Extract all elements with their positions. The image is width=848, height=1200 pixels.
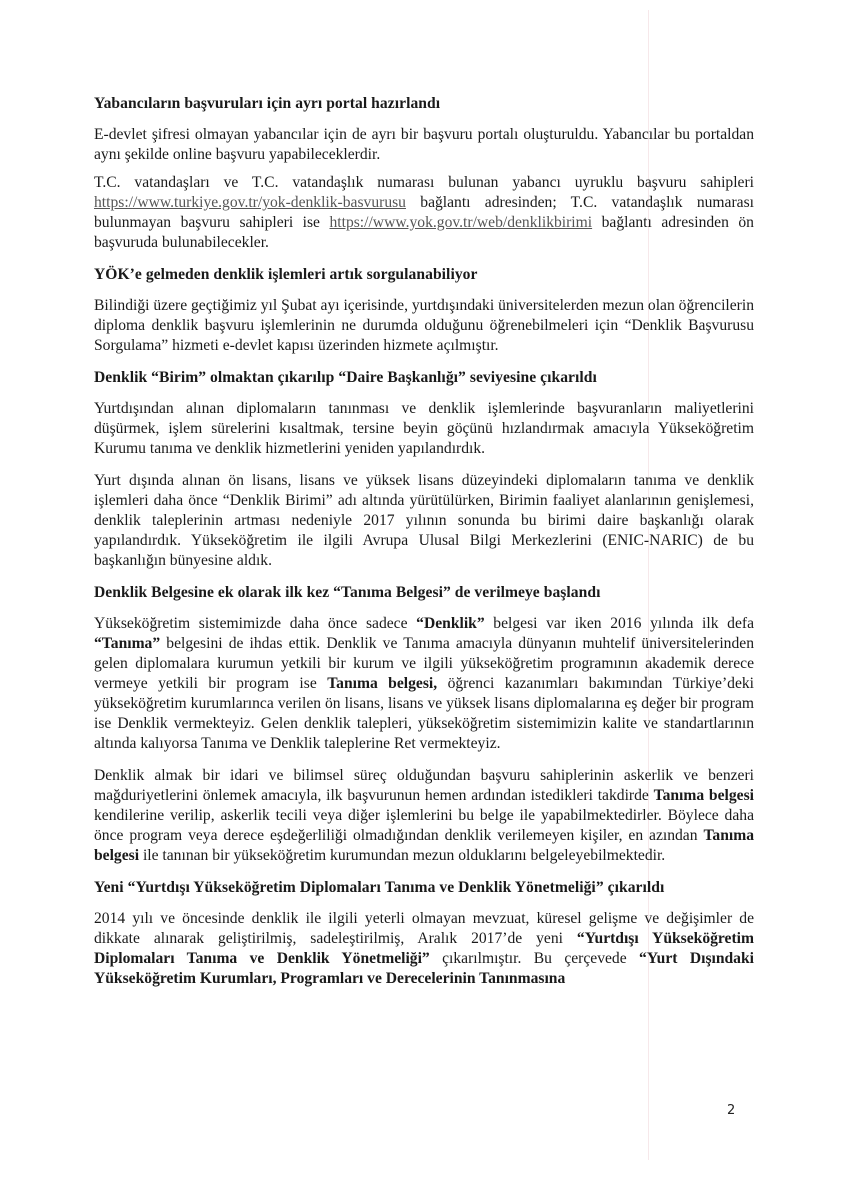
- section-heading-query: YÖK’e gelmeden denklik işlemleri artık sorgulanabiliyor: [94, 266, 478, 283]
- section-heading-recognition-certificate: Denklik Belgesine ek olarak ilk kez “Tanıma Belgesi” de verilmeye başlandı: [94, 584, 601, 601]
- text-span: çıkarılmıştır. Bu çerçevede: [429, 950, 640, 967]
- text-span: 2014 yılı ve öncesinde denklik ile ilgili yeterli olmayan mevzuat, küresel gelişme ve değişimler de dikkate alınarak geliştirilmiş, sadeleştirilmiş, Aralık 2017’de yeni: [94, 910, 754, 947]
- text-span: öğrenci kazanımları bakımından Türkiye’deki yükseköğretim kurumlarınca verilen ön lisans, lisans ve yüksek lisans diplomalarına eş değer bir program ise Denklik vermekteyiz. Gelen denklik talepleri, yükseköğretim sistemimizin kalite ve standartlarının altında kalıyorsa Tanıma ve Denklik taleplerine Ret vermekteyiz.: [94, 675, 754, 752]
- bold-text: Tanıma belgesi,: [327, 675, 438, 692]
- paragraph: Yurtdışından alınan diplomaların tanınması ve denklik işlemlerinde başvuranların maliyetlerini düşürmek, işlem sürelerini kısaltmak, tersine beyin göçünü hızlandırmak amacıyla Yükseköğretim Kurumu tanıma ve denklik hizmetlerini yeniden yapılandırdık.: [94, 400, 754, 457]
- turkiye-gov-link[interactable]: https://www.turkiye.gov.tr/yok-denklik-basvurusu: [94, 194, 406, 211]
- bold-text: “Tanıma”: [94, 635, 161, 652]
- yok-gov-link[interactable]: https://www.yok.gov.tr/web/denklikbirimi: [329, 214, 593, 231]
- paragraph-links: [94, 173, 754, 253]
- text-span: belgesini de ihdas ettik. Denklik ve Tanıma amacıyla dünyanın muhtelif üniversitelerinden gelen diplomalara kurumun yetkili bir kurum ve ilgili yükseköğretim programının akademik derece vermeye yetkili bir program ise: [94, 635, 754, 692]
- paragraph: [94, 614, 754, 754]
- paragraph: Bilindiği üzere geçtiğimiz yıl Şubat ayı içerisinde, yurtdışındaki üniversitelerden mezun olan öğrencilerin diploma denklik başvuru işlemlerinin ne durumda olduğunu öğrenebilmeleri için “Denklik Başvurusu Sorgulama” hizmeti e-devlet kapısı üzerinden hizmete açılmıştır.: [94, 297, 754, 354]
- bold-text: “Denklik”: [416, 615, 485, 632]
- section-heading-foreign-portal: Yabancıların başvuruları için ayrı portal hazırlandı: [94, 95, 441, 112]
- paragraph: Yurt dışında alınan ön lisans, lisans ve yüksek lisans düzeyindeki diplomaların tanıma ve denklik işlemleri daha önce “Denklik Birimi” adı altında yürütülürken, Birimin faaliyet alanlarının genişlemesi, denklik taleplerinin artması nedeniyle 2017 yılının sonunda bu birimi daire başkanlığı olarak yapılandırdık. Yükseköğretim ile ilgili Avrupa Ulusal Bilgi Merkezlerini (ENIC-NARIC) de bu başkanlığın bünyesine aldık.: [94, 472, 754, 569]
- text-span: ile tanınan bir yükseköğretim kurumundan mezun olduklarını belgeleyebilmektedir.: [139, 847, 666, 864]
- document-page: [94, 94, 754, 1001]
- paragraph: [94, 909, 754, 989]
- bold-text: “Yurt Dışındaki Yükseköğretim Kurumları, Programları ve Derecelerinin Tanınmasına: [94, 950, 754, 987]
- text-span: T.C. vatandaşları ve T.C. vatandaşlık numarası bulunan yabancı uyruklu başvuru sahipleri: [94, 174, 754, 191]
- bold-text: “Yurtdışı Yükseköğretim Diplomaları Tanıma ve Denklik Yönetmeliği”: [94, 930, 754, 967]
- text-span: bağlantı adresinden ön başvuruda bulunabilecekler.: [94, 214, 754, 251]
- page-number: 2: [727, 1103, 736, 1118]
- text-span: belgesi var iken 2016 yılında ilk defa: [484, 615, 754, 632]
- section-heading-department: Denklik “Birim” olmaktan çıkarılıp “Daire Başkanlığı” seviyesine çıkarıldı: [94, 369, 597, 386]
- paragraph: E-devlet şifresi olmayan yabancılar için de ayrı bir başvuru portalı oluşturuldu. Yabancılar bu portaldan aynı şekilde online başvuru yapabileceklerdir.: [94, 126, 754, 163]
- bold-text: Tanıma belgesi: [94, 827, 754, 864]
- section-heading-regulation: Yeni “Yurtdışı Yükseköğretim Diplomaları Tanıma ve Denklik Yönetmeliği” çıkarıldı: [94, 879, 665, 896]
- text-span: bağlantı adresinden; T.C. vatandaşlık numarası bulunmayan başvuru sahipleri ise: [94, 194, 754, 231]
- paragraph: [94, 766, 754, 866]
- text-span: Denklik almak bir idari ve bilimsel süreç olduğundan başvuru sahiplerinin askerlik ve benzeri mağduriyetlerini önlemek amacıyla, ilk başvurunun hemen ardından istedikleri takdirde: [94, 767, 754, 804]
- text-span: Yükseköğretim sistemimizde daha önce sadece: [94, 615, 417, 632]
- bold-text: Tanıma belgesi: [653, 787, 754, 804]
- text-span: kendilerine verilip, askerlik tecili veya diğer işlemlerini bu belge ile yapabilmektedirler. Böylece daha önce program veya derece eşdeğerliliği olmadığından denklik verilemeyen kişiler, en azından: [94, 807, 754, 844]
